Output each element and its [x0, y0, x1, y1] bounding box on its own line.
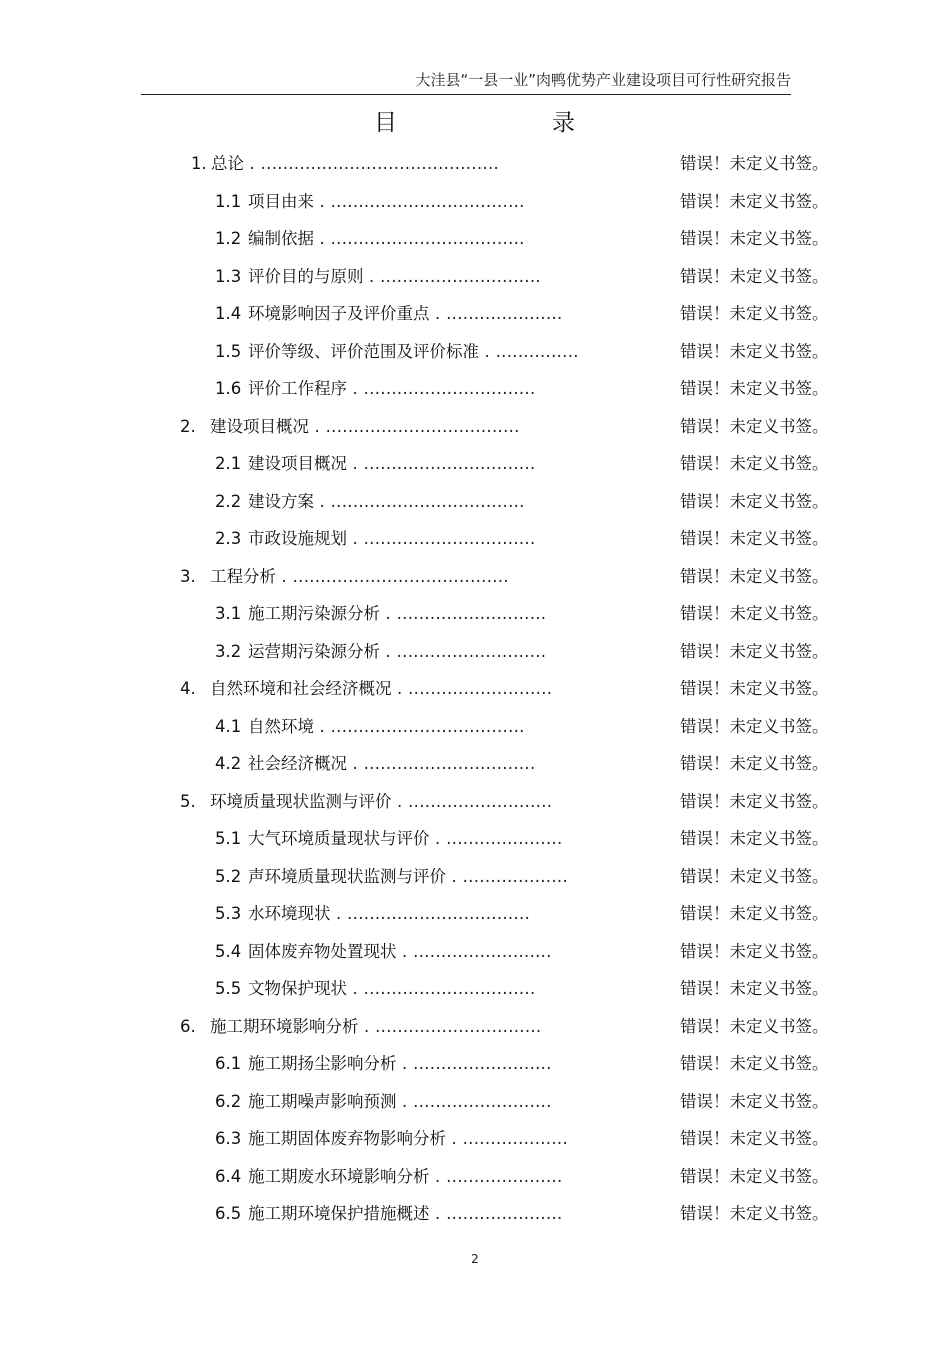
toc-title-char-2: 录	[552, 110, 575, 136]
toc-entry-title	[248, 745, 536, 783]
toc-entry-page-ref: 错误！未定义书签。	[680, 754, 829, 773]
toc-entry-number: 4.	[180, 679, 196, 698]
toc-entry[interactable]	[0, 895, 950, 933]
toc-entry-title	[211, 145, 499, 183]
toc-entry-page-ref: 错误！未定义书签。	[680, 829, 829, 848]
toc-entry-number: 1.1	[215, 191, 242, 211]
toc-entry-leader-dots: . ..........................	[391, 679, 553, 698]
toc-entry-title	[210, 408, 520, 446]
toc-entry-number: 1.4	[215, 304, 242, 323]
toc-entry-title	[210, 558, 509, 596]
toc-entry-number: 4.1	[215, 716, 242, 736]
toc-entry-label: 编制依据	[248, 229, 314, 248]
table-of-contents	[0, 145, 950, 1233]
toc-entry-page-ref: 错误！未定义书签。	[680, 1054, 829, 1073]
toc-entry-label: 文物保护现状	[248, 979, 347, 998]
toc-entry[interactable]	[0, 295, 950, 333]
toc-entry[interactable]	[0, 1008, 950, 1046]
toc-entry-leader-dots: . ...........................	[380, 641, 547, 661]
toc-entry-page-ref: 错误！未定义书签。	[680, 941, 829, 961]
toc-entry-title	[248, 633, 546, 671]
toc-entry-number: 1.2	[215, 229, 242, 248]
toc-entry-label: 建设项目概况	[248, 454, 347, 473]
toc-entry-page-ref: 错误！未定义书签。	[680, 679, 829, 698]
toc-entry-page-ref: 错误！未定义书签。	[680, 1166, 829, 1186]
toc-entry-title	[248, 708, 525, 746]
toc-entry-title	[248, 858, 568, 896]
toc-entry-page-ref: 错误！未定义书签。	[680, 491, 829, 511]
toc-entry-label: 施工期环境保护措施概述	[248, 1204, 430, 1223]
toc-entry-title	[248, 333, 579, 371]
toc-entry-title	[248, 370, 536, 408]
toc-entry-number: 1.5	[215, 341, 242, 361]
toc-entry[interactable]	[0, 145, 950, 183]
toc-entry-page-ref: 错误！未定义书签。	[680, 266, 829, 286]
toc-entry-label: 评价等级、评价范围及评价标准	[248, 341, 479, 361]
toc-entry-leader-dots: . ...................................	[314, 491, 525, 511]
toc-entry-leader-dots: . ...................................	[309, 416, 520, 436]
toc-entry-leader-dots: . ...............................	[347, 379, 536, 398]
toc-entry-label: 评价工作程序	[248, 379, 347, 398]
toc-entry-leader-dots: . ...............................	[347, 454, 536, 473]
toc-entry-leader-dots: . ...................................	[314, 191, 525, 211]
toc-entry-number: 5.	[180, 791, 196, 811]
toc-entry-leader-dots: . .........................	[396, 1091, 552, 1111]
toc-entry-title	[248, 520, 536, 558]
toc-entry-title	[248, 970, 536, 1008]
toc-entry-title	[210, 1008, 541, 1046]
toc-entry[interactable]	[0, 408, 950, 446]
toc-entry-leader-dots: . .........................	[396, 941, 552, 961]
toc-entry-label: 建设项目概况	[210, 416, 309, 436]
toc-entry-label: 工程分析	[210, 566, 276, 586]
toc-entry-number: 5.1	[215, 829, 242, 848]
toc-entry[interactable]	[0, 783, 950, 821]
toc-entry-leader-dots: . ..........................	[391, 791, 553, 811]
toc-entry-page-ref: 错误！未定义书签。	[680, 866, 829, 886]
toc-entry-leader-dots: . .................................	[330, 904, 531, 923]
toc-entry-page-ref: 错误！未定义书签。	[680, 1016, 829, 1036]
page-number: 2	[471, 1252, 479, 1266]
toc-entry-label: 总论	[211, 154, 244, 173]
toc-entry-number: 4.2	[215, 754, 242, 773]
toc-entry-leader-dots: . .....................	[429, 1204, 563, 1223]
toc-entry-number: 1.	[191, 154, 207, 173]
toc-entry-leader-dots: . ...........................................	[244, 154, 500, 173]
toc-entry[interactable]	[0, 858, 950, 896]
toc-entry-leader-dots: . ...............................	[347, 979, 536, 998]
toc-entry-leader-dots: . ...................................	[314, 229, 525, 248]
toc-entry-title	[210, 783, 552, 821]
toc-entry-label: 固体废弃物处置现状	[248, 941, 397, 961]
toc-entry-label: 环境质量现状监测与评价	[210, 791, 392, 811]
toc-entry-page-ref: 错误！未定义书签。	[680, 904, 829, 923]
toc-entry-title	[248, 595, 546, 633]
toc-entry-label: 项目由来	[248, 191, 314, 211]
toc-entry-number: 1.3	[215, 266, 242, 286]
toc-entry-page-ref: 错误！未定义书签。	[680, 454, 829, 473]
toc-entry-page-ref: 错误！未定义书签。	[680, 229, 829, 248]
toc-entry-number: 5.2	[215, 866, 242, 886]
toc-entry-title	[248, 258, 541, 296]
toc-entry-number: 1.6	[215, 379, 242, 398]
toc-entry-title	[210, 670, 552, 708]
toc-entry-leader-dots: . ...........................	[380, 604, 547, 623]
toc-entry-page-ref: 错误！未定义书签。	[680, 341, 829, 361]
toc-entry-label: 社会经济概况	[248, 754, 347, 773]
toc-entry-label: 施工期固体废弃物影响分析	[248, 1129, 446, 1148]
toc-entry-page-ref: 错误！未定义书签。	[680, 191, 829, 211]
toc-entry-label: 自然环境和社会经济概况	[210, 679, 392, 698]
header-rule	[141, 94, 791, 95]
toc-entry[interactable]	[0, 820, 950, 858]
toc-entry-number: 2.3	[215, 529, 242, 548]
toc-entry[interactable]	[0, 1045, 950, 1083]
toc-entry[interactable]	[0, 933, 950, 971]
toc-entry-page-ref: 错误！未定义书签。	[680, 791, 829, 811]
toc-entry-title	[248, 1120, 568, 1158]
toc-entry-title	[248, 220, 525, 258]
toc-entry-label: 大气环境质量现状与评价	[248, 829, 430, 848]
toc-entry-label: 施工期噪声影响预测	[248, 1091, 397, 1111]
toc-entry-title	[248, 1195, 563, 1233]
toc-entry-title	[248, 483, 525, 521]
toc-entry-number: 6.	[180, 1016, 196, 1036]
toc-entry-leader-dots: . .....................	[429, 829, 563, 848]
toc-entry-number: 6.1	[215, 1054, 242, 1073]
toc-entry-page-ref: 错误！未定义书签。	[680, 416, 829, 436]
toc-entry-page-ref: 错误！未定义书签。	[680, 304, 829, 323]
toc-entry[interactable]	[0, 1083, 950, 1121]
toc-entry-number: 6.5	[215, 1204, 242, 1223]
toc-entry-title	[248, 1158, 563, 1196]
toc-entry-title	[248, 445, 536, 483]
toc-entry[interactable]	[0, 708, 950, 746]
toc-entry[interactable]	[0, 1120, 950, 1158]
toc-entry-label: 施工期废水环境影响分析	[248, 1166, 430, 1186]
toc-entry-number: 2.1	[215, 454, 242, 473]
toc-entry[interactable]	[0, 1195, 950, 1233]
toc-entry-title	[248, 933, 552, 971]
toc-entry-page-ref: 错误！未定义书签。	[680, 566, 829, 586]
toc-entry-label: 施工期环境影响分析	[210, 1016, 359, 1036]
toc-entry-leader-dots: . .............................	[363, 266, 541, 286]
toc-entry-leader-dots: . ...............................	[347, 529, 536, 548]
toc-entry-number: 5.4	[215, 941, 242, 961]
toc-entry-page-ref: 错误！未定义书签。	[680, 1204, 829, 1223]
toc-entry-title	[248, 895, 530, 933]
toc-entry-number: 3.	[180, 566, 196, 586]
toc-entry-label: 市政设施规划	[248, 529, 347, 548]
toc-entry-leader-dots: . ...............................	[347, 754, 536, 773]
toc-entry-title	[248, 295, 563, 333]
toc-entry[interactable]	[0, 970, 950, 1008]
toc-entry-number: 6.4	[215, 1166, 242, 1186]
toc-entry[interactable]	[0, 633, 950, 671]
toc-entry-label: 自然环境	[248, 716, 314, 736]
toc-entry[interactable]	[0, 595, 950, 633]
toc-entry-number: 3.2	[215, 641, 242, 661]
toc-entry-page-ref: 错误！未定义书签。	[680, 641, 829, 661]
toc-entry-page-ref: 错误！未定义书签。	[680, 979, 829, 998]
toc-entry[interactable]	[0, 370, 950, 408]
toc-entry-label: 评价目的与原则	[248, 266, 364, 286]
toc-entry-leader-dots: . ...................	[446, 1129, 568, 1148]
toc-entry-number: 5.3	[215, 904, 242, 923]
running-header: 大洼县“一县一业”肉鸭优势产业建设项目可行性研究报告	[415, 71, 791, 89]
toc-entry[interactable]	[0, 745, 950, 783]
toc-entry-page-ref: 错误！未定义书签。	[680, 604, 829, 623]
toc-entry[interactable]	[0, 445, 950, 483]
toc-entry-title	[248, 820, 563, 858]
toc-entry-leader-dots: . .........................	[396, 1054, 552, 1073]
toc-entry-leader-dots: . ...................................	[314, 716, 525, 736]
toc-entry[interactable]	[0, 333, 950, 371]
toc-entry-page-ref: 错误！未定义书签。	[680, 379, 829, 398]
toc-entry-page-ref: 错误！未定义书签。	[680, 1129, 829, 1148]
toc-entry[interactable]	[0, 670, 950, 708]
toc-entry-leader-dots: . .....................	[429, 304, 563, 323]
toc-entry-label: 环境影响因子及评价重点	[248, 304, 430, 323]
toc-title-char-1: 目	[374, 110, 397, 136]
toc-entry[interactable]	[0, 558, 950, 596]
toc-entry-leader-dots: . .......................................	[276, 566, 509, 586]
toc-entry-label: 水环境现状	[248, 904, 331, 923]
toc-entry-number: 2.	[180, 416, 196, 436]
toc-entry-number: 6.3	[215, 1129, 242, 1148]
toc-entry-number: 5.5	[215, 979, 242, 998]
toc-entry-leader-dots: . ...................	[446, 866, 568, 886]
toc-entry-page-ref: 错误！未定义书签。	[680, 1091, 829, 1111]
toc-entry-label: 声环境质量现状监测与评价	[248, 866, 446, 886]
toc-entry-label: 施工期污染源分析	[248, 604, 380, 623]
toc-entry-number: 3.1	[215, 604, 242, 623]
toc-entry[interactable]	[0, 1158, 950, 1196]
toc-entry-title	[248, 1045, 552, 1083]
toc-entry-page-ref: 错误！未定义书签。	[680, 154, 829, 173]
toc-entry-title	[248, 1083, 552, 1121]
toc-title	[0, 104, 950, 134]
toc-entry[interactable]	[0, 220, 950, 258]
toc-entry[interactable]	[0, 183, 950, 221]
toc-entry-label: 施工期扬尘影响分析	[248, 1054, 397, 1073]
toc-entry-number: 2.2	[215, 491, 242, 511]
toc-entry-page-ref: 错误！未定义书签。	[680, 529, 829, 548]
toc-entry-leader-dots: . ..............................	[358, 1016, 542, 1036]
toc-entry-leader-dots: . ...............	[479, 341, 579, 361]
toc-entry-page-ref: 错误！未定义书签。	[680, 716, 829, 736]
toc-entry-title	[248, 183, 525, 221]
toc-entry[interactable]	[0, 258, 950, 296]
toc-entry[interactable]	[0, 520, 950, 558]
toc-entry-number: 6.2	[215, 1091, 242, 1111]
toc-entry-leader-dots: . .....................	[429, 1166, 563, 1186]
toc-entry-label: 运营期污染源分析	[248, 641, 380, 661]
toc-entry-label: 建设方案	[248, 491, 314, 511]
toc-entry[interactable]	[0, 483, 950, 521]
